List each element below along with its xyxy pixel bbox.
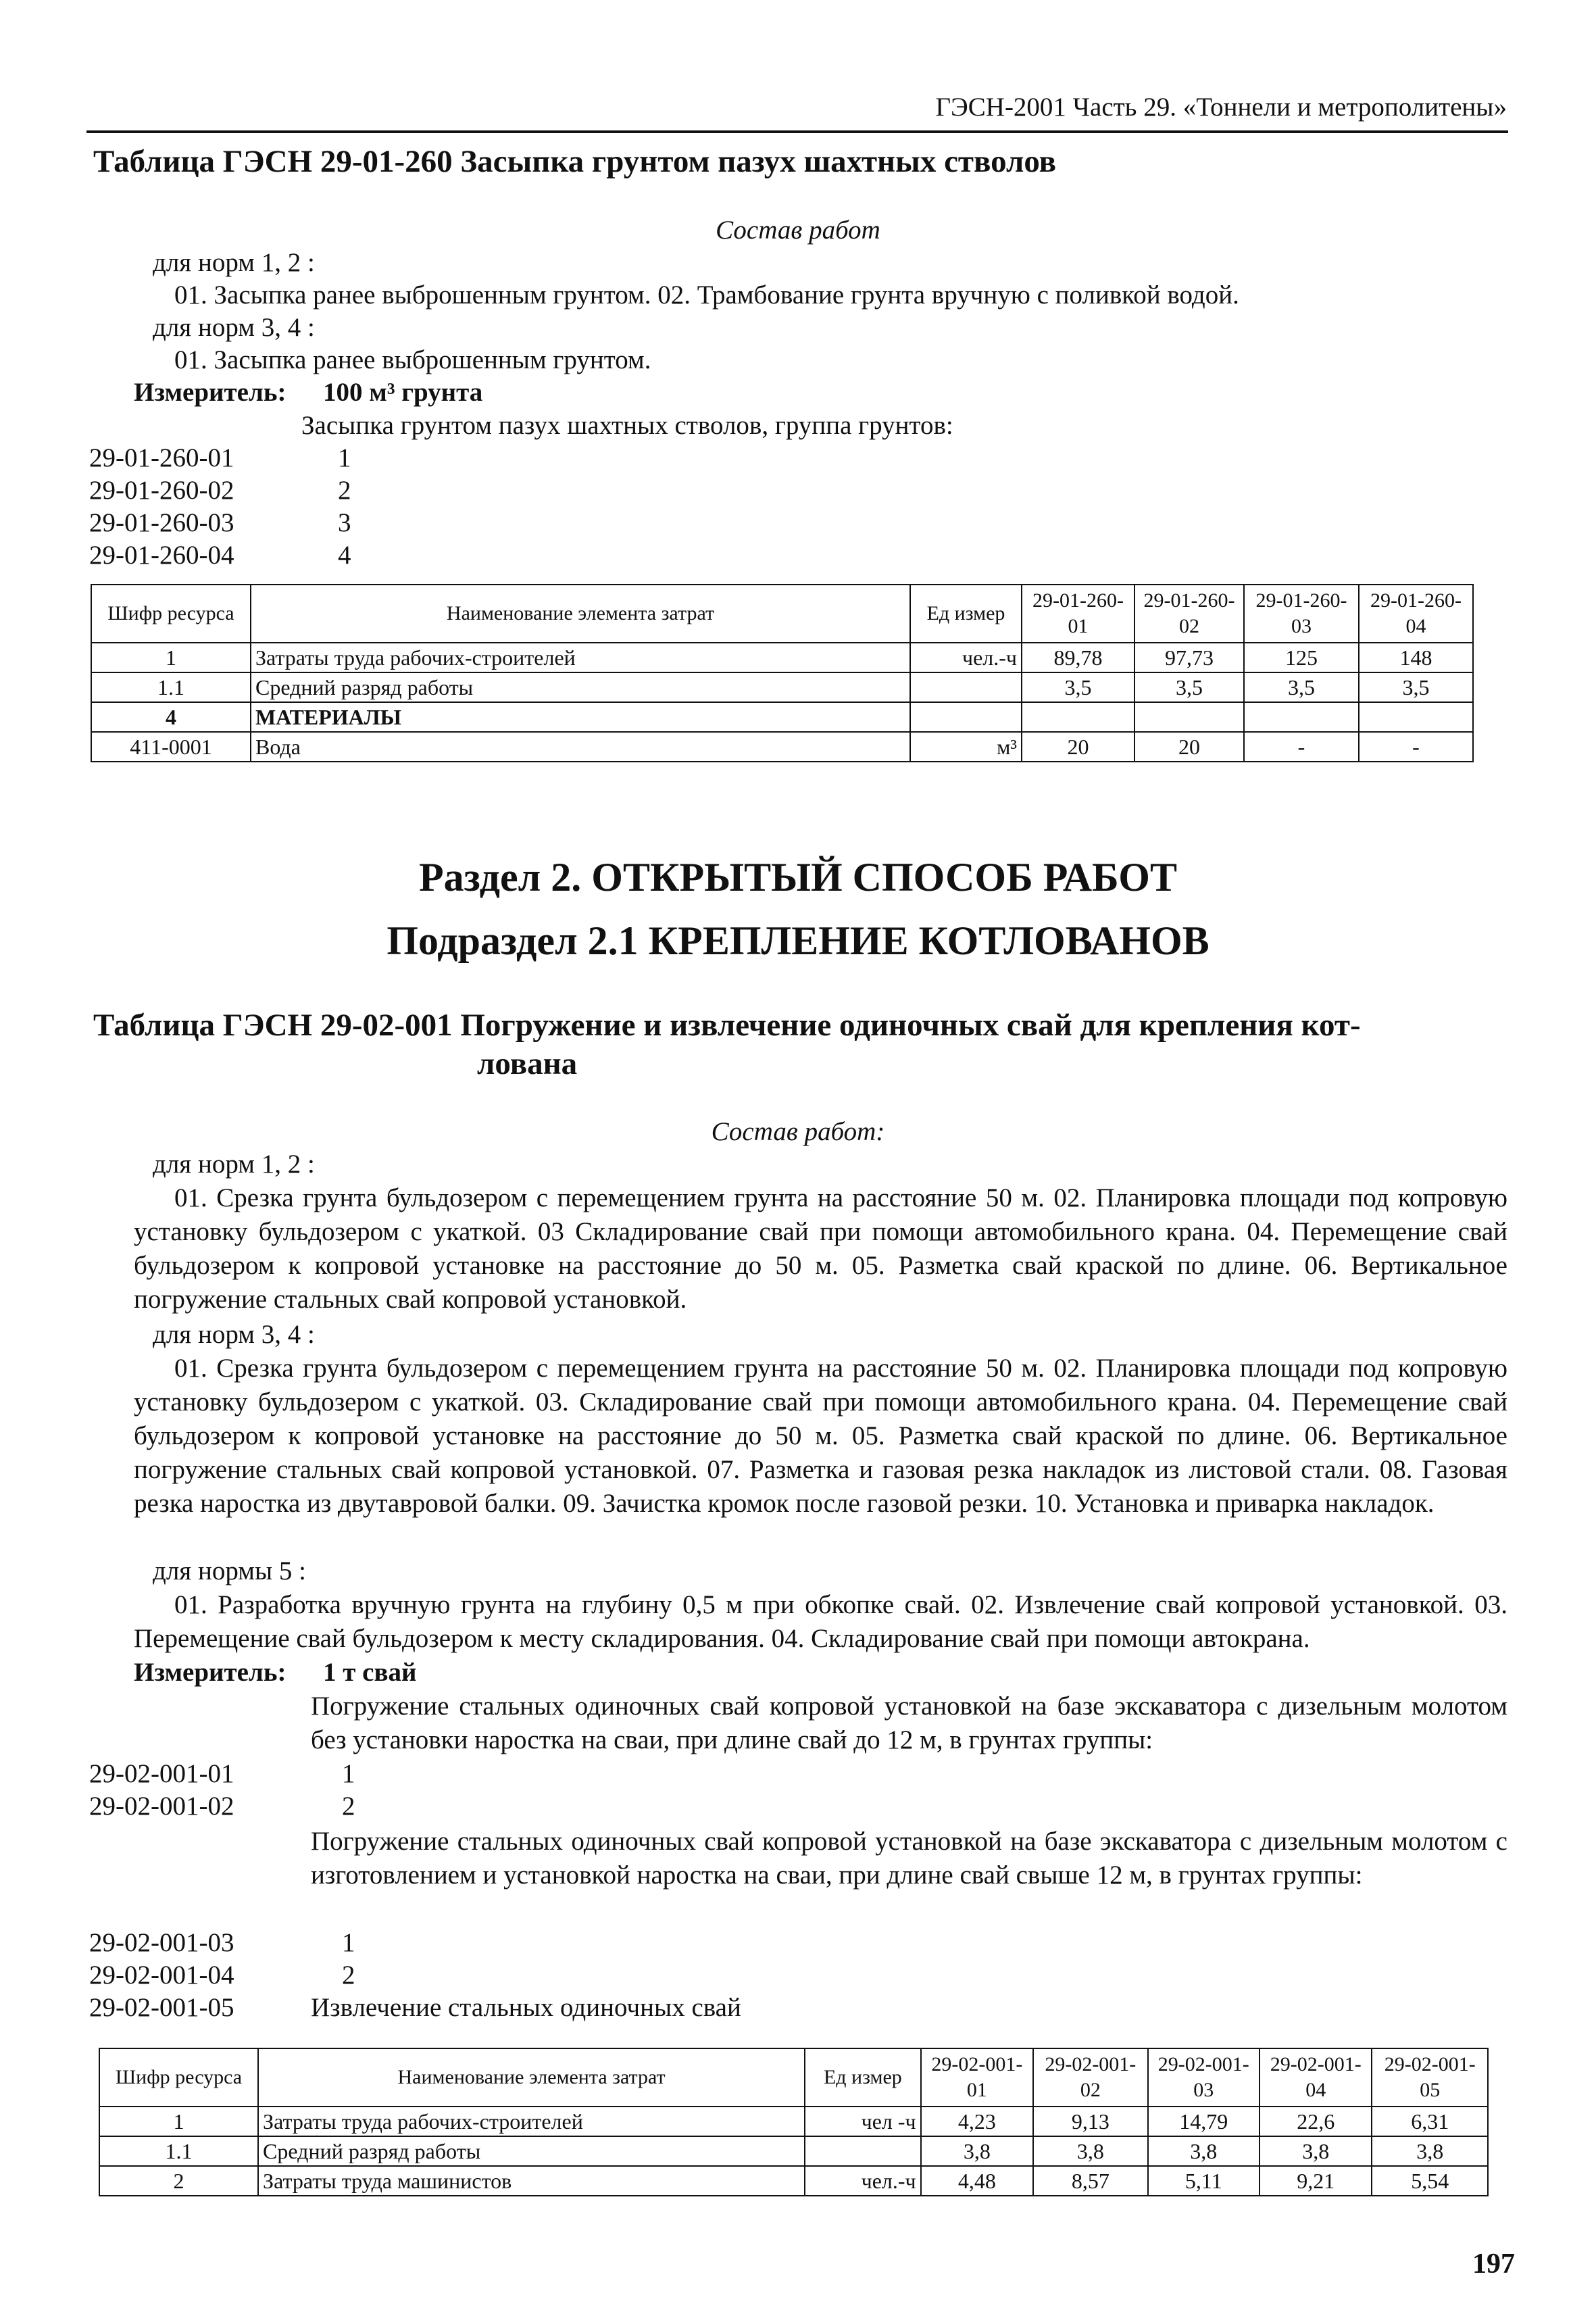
table2-work-heading: Состав работ: — [711, 1117, 885, 1146]
cell: 1 — [99, 2107, 258, 2136]
col-header: Наименование элемента затрат — [251, 585, 910, 643]
cell: Вода — [251, 732, 910, 762]
work-text: 01. Срезка грунта бульдозером с перемещением грунта на расстояние 50 м. 02. Планировка площади под копровую установку бульдозером с укаткой. 03 Складирование свай при помощи автомобильного крана. 04. Перемещение свай бульдозером к копровой установке на расстояние до 50 м. 05. Разметка свай краской по длине. 06. Вертикальное погружение стальных свай копровой установкой. — [134, 1183, 1507, 1314]
cell: 3,5 — [1022, 672, 1134, 702]
cell: 1.1 — [91, 672, 251, 702]
table2-code: 29-02-001-04 — [89, 1961, 234, 1990]
table1-line-3: для норм 3, 4 : — [153, 313, 315, 342]
col-header: 29-01-260-01 — [1022, 585, 1134, 643]
work-text: 01. Срезка грунта бульдозером с перемещением грунта на расстояние 50 м. 02. Планировка площади под копровую установку бульдозером с укаткой. 03. Складирование свай при помощи автомобильного крана. 04. Перемещение свай бульдозером к копровой установке на расстояние до 50 м. 05. Разметка свай краской по длине. 06. Вертикальное погружение стальных свай копровой установкой. 07. Разметка и газовая резка накладок из листовой стали. 08. Газовая резка наростка из двутавровой балки. 09. Зачистка кромок после газовой резки. 10. Установка и приварка накладок. — [134, 1354, 1507, 1518]
cell: 411-0001 — [91, 732, 251, 762]
table1-code: 29-01-260-02 — [89, 476, 234, 505]
cell: Затраты труда рабочих-строителей — [251, 643, 910, 672]
cell — [1134, 702, 1244, 732]
cell: 3,5 — [1359, 672, 1473, 702]
cell: 3,5 — [1244, 672, 1359, 702]
cell: 3,8 — [1260, 2136, 1372, 2166]
table2-text5 — [134, 1588, 1507, 1656]
col-header: 29-01-260-03 — [1244, 585, 1359, 643]
table2-code-num: 2 — [342, 1792, 355, 1821]
cell: 3,8 — [1033, 2136, 1147, 2166]
cell: чел.-ч — [805, 2166, 921, 2196]
group-caption: Погружение стальных одиночных свай копровой установкой на базе экскаватора с дизельным молотом без установки наростка на сваи, при длине свай до 12 м, в грунтах группы: — [311, 1692, 1507, 1754]
cell: 2 — [99, 2166, 258, 2196]
table1-group-caption: Засыпка грунтом пазух шахтных стволов, группа грунтов: — [301, 411, 953, 440]
table-row — [99, 2107, 1488, 2136]
cell: м³ — [910, 732, 1022, 762]
cell: 1 — [91, 643, 251, 672]
cell: 9,13 — [1033, 2107, 1147, 2136]
cell: 89,78 — [1022, 643, 1134, 672]
cell: 97,73 — [1134, 643, 1244, 672]
cell: 148 — [1359, 643, 1473, 672]
table2-code: 29-02-001-01 — [89, 1759, 234, 1788]
table2-code-num: 1 — [342, 1928, 355, 1957]
table-row — [99, 2136, 1488, 2166]
header-rule — [86, 130, 1508, 133]
cell: 3,5 — [1134, 672, 1244, 702]
table1-line-1: для норм 1, 2 : — [153, 248, 315, 277]
cell: - — [1359, 732, 1473, 762]
cell: Средний разряд работы — [251, 672, 910, 702]
table2-caption-a — [311, 1690, 1507, 1757]
table2-code: 29-02-001-05 — [89, 1993, 234, 2022]
cell: 9,21 — [1260, 2166, 1372, 2196]
table2-for34: для норм 3, 4 : — [153, 1320, 315, 1349]
cell — [1022, 702, 1134, 732]
section-title: Раздел 2. ОТКРЫТЫЙ СПОСОБ РАБОТ — [418, 855, 1177, 900]
cell: 125 — [1244, 643, 1359, 672]
table1-title: Таблица ГЭСН 29-01-260 Засыпка грунтом пазух шахтных стволов — [93, 144, 1057, 179]
table-header-row — [91, 585, 1473, 643]
table-row — [91, 732, 1473, 762]
table1-code-num: 1 — [338, 443, 351, 472]
cell: Средний разряд работы — [258, 2136, 805, 2166]
table2-text34 — [134, 1352, 1507, 1521]
col-header: 29-02-001-01 — [921, 2048, 1033, 2107]
cell: - — [1244, 732, 1359, 762]
table1-code-num: 4 — [338, 541, 351, 570]
table2-for5: для нормы 5 : — [153, 1556, 306, 1585]
table1-measure-value: 100 м³ грунта — [323, 378, 483, 407]
col-header: Ед измер — [805, 2048, 921, 2107]
page-number: 197 — [1472, 2248, 1515, 2280]
table2-text12 — [134, 1181, 1507, 1316]
cell: 4 — [91, 702, 251, 732]
cell: 4,23 — [921, 2107, 1033, 2136]
cell: 5,11 — [1148, 2166, 1260, 2196]
cell — [1244, 702, 1359, 732]
cell: Затраты труда рабочих-строителей — [258, 2107, 805, 2136]
table2-title-line1: Таблица ГЭСН 29-02-001 Погружение и извлечение одиночных свай для крепления кот- — [93, 1008, 1361, 1043]
group-caption: Погружение стальных одиночных свай копровой установкой на базе экскаватора с дизельным молотом с изготовлением и установкой наростка на сваи, при длине свай свыше 12 м, в грунтах группы: — [311, 1827, 1507, 1890]
cell — [910, 672, 1022, 702]
table-row — [91, 702, 1473, 732]
table2-code-num: 1 — [342, 1759, 355, 1788]
cell: 1.1 — [99, 2136, 258, 2166]
resource-table-2 — [99, 2048, 1489, 2196]
table2-code: 29-02-001-03 — [89, 1928, 234, 1957]
cell: Затраты труда машинистов — [258, 2166, 805, 2196]
cell: 5,54 — [1372, 2166, 1488, 2196]
table-row — [99, 2166, 1488, 2196]
col-header: Шифр ресурса — [91, 585, 251, 643]
subsection-title: Подраздел 2.1 КРЕПЛЕНИЕ КОТЛОВАНОВ — [386, 918, 1210, 963]
cell: 3,8 — [921, 2136, 1033, 2166]
cell: 4,48 — [921, 2166, 1033, 2196]
col-header: 29-01-260-04 — [1359, 585, 1473, 643]
table2-for12: для норм 1, 2 : — [153, 1150, 315, 1179]
cell: 8,57 — [1033, 2166, 1147, 2196]
table2-measure-label: Измеритель: — [134, 1658, 286, 1687]
table1-code-num: 3 — [338, 508, 351, 537]
table2-title-line2: лована — [477, 1046, 578, 1081]
cell — [1359, 702, 1473, 732]
table2-caption-c: Извлечение стальных одиночных свай — [311, 1993, 741, 2022]
cell: 22,6 — [1260, 2107, 1372, 2136]
table-header-row — [99, 2048, 1488, 2107]
col-header: Шифр ресурса — [99, 2048, 258, 2107]
running-header: ГЭСН-2001 Часть 29. «Тоннели и метрополитены» — [935, 93, 1507, 122]
cell — [910, 702, 1022, 732]
cell — [805, 2136, 921, 2166]
table2-code: 29-02-001-02 — [89, 1792, 234, 1821]
table2-code-num: 2 — [342, 1961, 355, 1990]
cell: чел -ч — [805, 2107, 921, 2136]
cell: 3,8 — [1148, 2136, 1260, 2166]
table1-measure-label: Измеритель: — [134, 378, 286, 407]
table-row — [91, 672, 1473, 702]
table2-measure-value: 1 т свай — [323, 1658, 417, 1687]
table1-code: 29-01-260-01 — [89, 443, 234, 472]
cell: 20 — [1134, 732, 1244, 762]
col-header: Ед измер — [910, 585, 1022, 643]
cell: МАТЕРИАЛЫ — [251, 702, 910, 732]
table-row — [91, 643, 1473, 672]
work-text: 01. Разработка вручную грунта на глубину 0,5 м при обкопке свай. 02. Извлечение свай копровой установкой. 03. Перемещение свай бульдозером к месту складирования. 04. Складирование свай при помощи автокрана. — [134, 1590, 1507, 1653]
table1-code: 29-01-260-04 — [89, 541, 234, 570]
col-header: Наименование элемента затрат — [258, 2048, 805, 2107]
cell: чел.-ч — [910, 643, 1022, 672]
col-header: 29-02-001-03 — [1148, 2048, 1260, 2107]
table1-code-num: 2 — [338, 476, 351, 505]
table2-caption-b — [311, 1825, 1507, 1892]
col-header: 29-02-001-05 — [1372, 2048, 1488, 2107]
table1-line-4: 01. Засыпка ранее выброшенным грунтом. — [174, 345, 651, 374]
table1-work-heading: Состав работ — [716, 216, 880, 245]
table1-code: 29-01-260-03 — [89, 508, 234, 537]
table1-line-2: 01. Засыпка ранее выброшенным грунтом. 02. Трамбование грунта вручную с поливкой водой. — [174, 280, 1239, 310]
col-header: 29-01-260-02 — [1134, 585, 1244, 643]
col-header: 29-02-001-02 — [1033, 2048, 1147, 2107]
cell: 3,8 — [1372, 2136, 1488, 2166]
col-header: 29-02-001-04 — [1260, 2048, 1372, 2107]
cell: 20 — [1022, 732, 1134, 762]
cell: 14,79 — [1148, 2107, 1260, 2136]
resource-table-1 — [91, 584, 1474, 762]
cell: 6,31 — [1372, 2107, 1488, 2136]
